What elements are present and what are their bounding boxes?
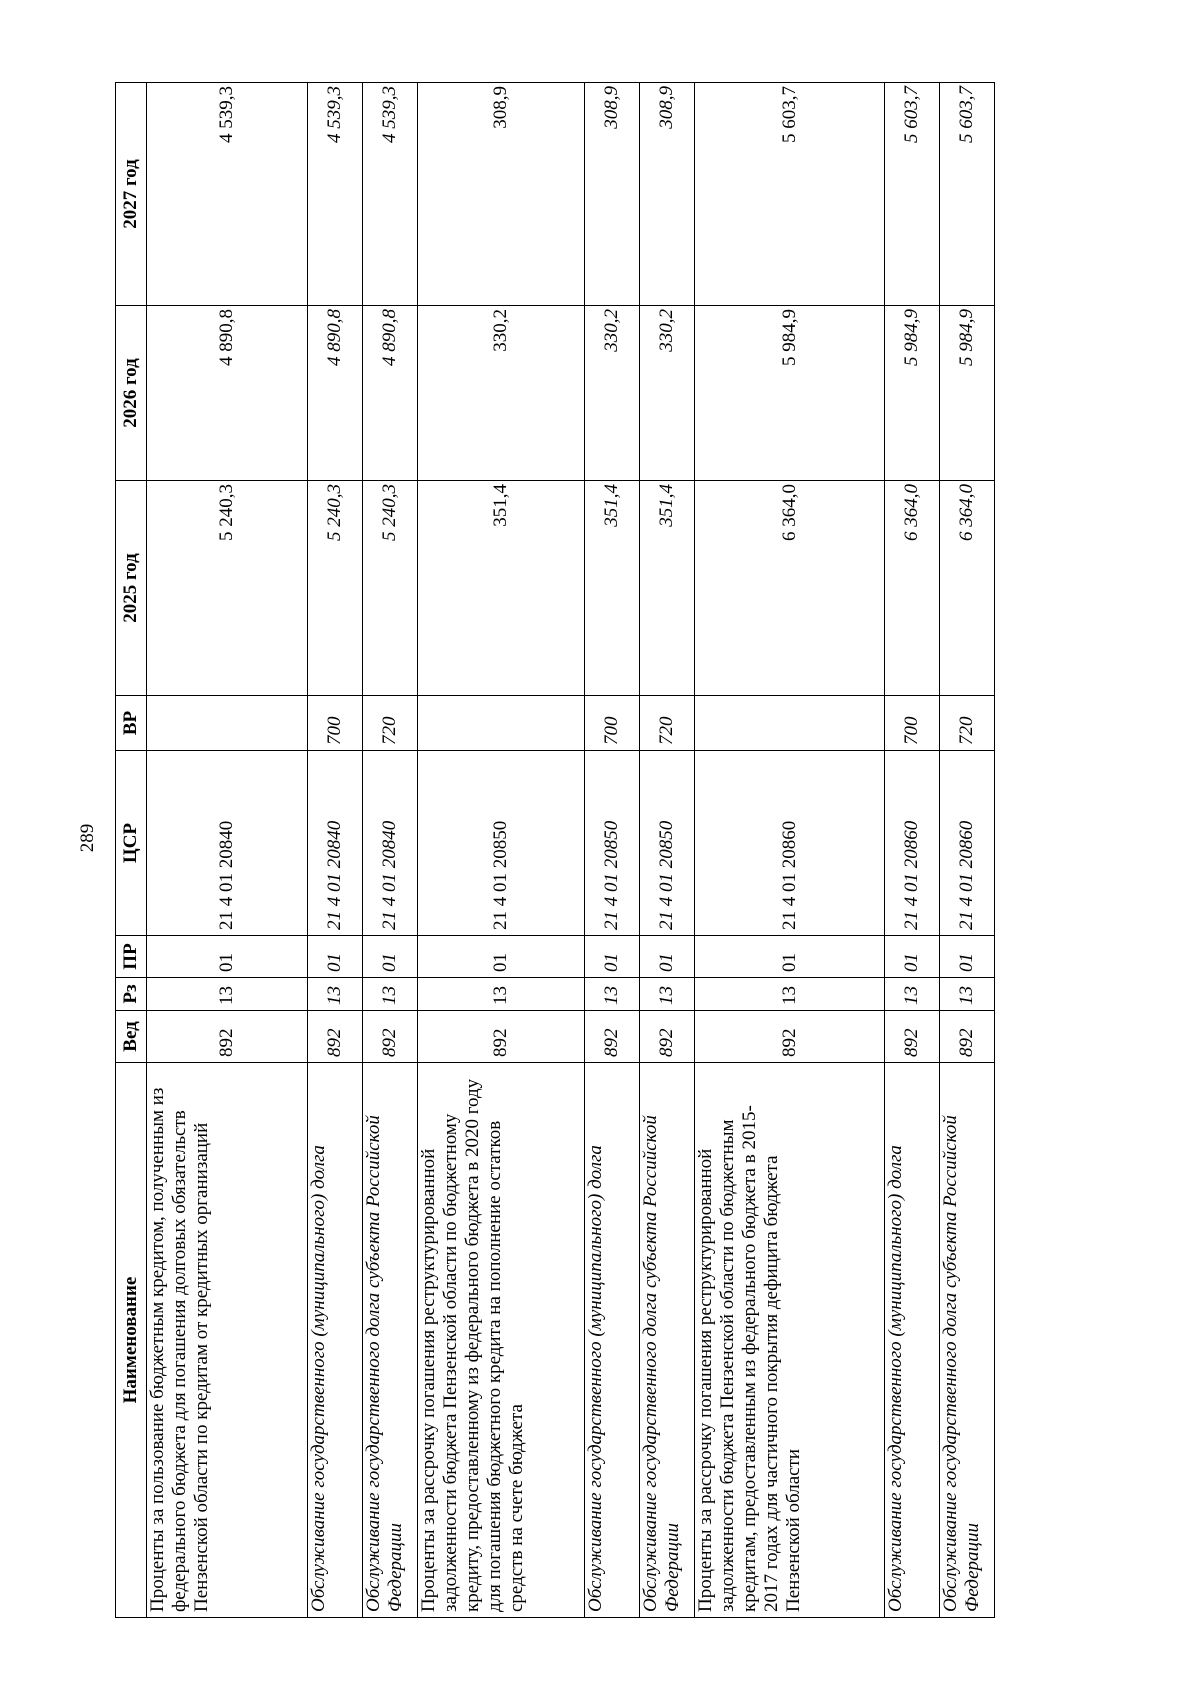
cell-name: Проценты за пользование бюджетным кредитом, полученным из федерального бюджета для погашения долговых обязательств Пензенской области по кредитам от кредитных организаций [147,1063,308,1618]
cell-name: Обслуживание государственного долга субъекта Российской Федерации [640,1063,695,1618]
cell-2027: 4 539,3 [147,83,308,306]
cell-2027: 5 603,7 [940,83,995,306]
cell-2026: 5 984,9 [695,306,885,481]
cell-2025: 6 364,0 [940,481,995,696]
cell-2027: 4 539,3 [363,83,418,306]
cell-rz: 13 [695,978,885,1011]
cell-2025: 6 364,0 [695,481,885,696]
cell-ved: 892 [147,1011,308,1063]
cell-rz: 13 [885,978,940,1011]
header-csr: ЦСР [116,751,147,936]
cell-vr [695,696,885,751]
table-row [640,83,695,1618]
cell-pr: 01 [418,936,585,978]
rotated-page [115,83,983,1618]
cell-vr [418,696,585,751]
cell-rz: 13 [308,978,363,1011]
cell-ved: 892 [418,1011,585,1063]
header-name: Наименование [116,1063,147,1618]
table-row [885,83,940,1618]
header-vr: ВР [116,696,147,751]
cell-vr: 720 [940,696,995,751]
header-ved: Вед [116,1011,147,1063]
cell-pr: 01 [585,936,640,978]
cell-2025: 5 240,3 [308,481,363,696]
cell-name: Проценты за рассрочку погашения реструктурированной задолженности бюджета Пензенской области по бюджетным кредитам, предоставленным из федерального бюджета в 2015-2017 годах для частичного покрытия дефицита бюджета Пензенской области [695,1063,885,1618]
cell-2026: 330,2 [418,306,585,481]
table-row [940,83,995,1618]
cell-2025: 5 240,3 [147,481,308,696]
cell-ved: 892 [585,1011,640,1063]
cell-rz: 13 [418,978,585,1011]
cell-2027: 308,9 [640,83,695,306]
page-number: 289 [77,823,98,853]
cell-ved: 892 [363,1011,418,1063]
cell-vr: 700 [585,696,640,751]
cell-2026: 5 984,9 [885,306,940,481]
cell-ved: 892 [308,1011,363,1063]
header-rz: Рз [116,978,147,1011]
cell-name: Обслуживание государственного (муниципального) долга [585,1063,640,1618]
cell-vr: 700 [308,696,363,751]
cell-pr: 01 [308,936,363,978]
cell-rz: 13 [640,978,695,1011]
cell-2026: 4 890,8 [308,306,363,481]
header-2027: 2027 год [116,83,147,306]
cell-csr: 21 4 01 20840 [308,751,363,936]
cell-2026: 4 890,8 [363,306,418,481]
cell-csr: 21 4 01 20850 [640,751,695,936]
cell-rz: 13 [585,978,640,1011]
cell-name: Обслуживание государственного долга субъекта Российской Федерации [363,1063,418,1618]
cell-pr: 01 [885,936,940,978]
cell-csr: 21 4 01 20860 [940,751,995,936]
cell-ved: 892 [640,1011,695,1063]
cell-csr: 21 4 01 20850 [585,751,640,936]
cell-2025: 351,4 [640,481,695,696]
cell-2025: 6 364,0 [885,481,940,696]
cell-rz: 13 [147,978,308,1011]
cell-2026: 4 890,8 [147,306,308,481]
cell-ved: 892 [940,1011,995,1063]
cell-2026: 330,2 [640,306,695,481]
cell-2025: 351,4 [418,481,585,696]
cell-csr: 21 4 01 20860 [695,751,885,936]
cell-pr: 01 [363,936,418,978]
cell-2027: 4 539,3 [308,83,363,306]
cell-pr: 01 [940,936,995,978]
cell-csr: 21 4 01 20860 [885,751,940,936]
cell-2027: 5 603,7 [695,83,885,306]
cell-pr: 01 [640,936,695,978]
cell-2027: 308,9 [585,83,640,306]
cell-vr: 720 [640,696,695,751]
cell-2025: 351,4 [585,481,640,696]
budget-table [115,82,995,1618]
table-row [363,83,418,1618]
cell-2027: 308,9 [418,83,585,306]
cell-name: Проценты за рассрочку погашения реструктурированной задолженности бюджета Пензенской области по бюджетному кредиту, предоставленному из федерального бюджета в 2020 году для погашения бюджетного кредита на пополнение остатков средств на счете бюджета [418,1063,585,1618]
table-row [308,83,363,1618]
cell-ved: 892 [695,1011,885,1063]
cell-name: Обслуживание государственного долга субъекта Российской Федерации [940,1063,995,1618]
table-body [147,83,995,1618]
cell-ved: 892 [885,1011,940,1063]
cell-rz: 13 [363,978,418,1011]
table-row [147,83,308,1618]
table-row [695,83,885,1618]
header-2025: 2025 год [116,481,147,696]
cell-2027: 5 603,7 [885,83,940,306]
cell-vr: 720 [363,696,418,751]
cell-vr: 700 [885,696,940,751]
cell-2026: 330,2 [585,306,640,481]
cell-pr: 01 [695,936,885,978]
cell-name: Обслуживание государственного (муниципального) долга [308,1063,363,1618]
cell-rz: 13 [940,978,995,1011]
table-row [418,83,585,1618]
header-2026: 2026 год [116,306,147,481]
cell-csr: 21 4 01 20850 [418,751,585,936]
cell-csr: 21 4 01 20840 [363,751,418,936]
cell-2025: 5 240,3 [363,481,418,696]
table-row [585,83,640,1618]
header-row [116,83,147,1618]
cell-name: Обслуживание государственного (муниципального) долга [885,1063,940,1618]
cell-csr: 21 4 01 20840 [147,751,308,936]
cell-pr: 01 [147,936,308,978]
header-pr: ПР [116,936,147,978]
cell-2026: 5 984,9 [940,306,995,481]
cell-vr [147,696,308,751]
